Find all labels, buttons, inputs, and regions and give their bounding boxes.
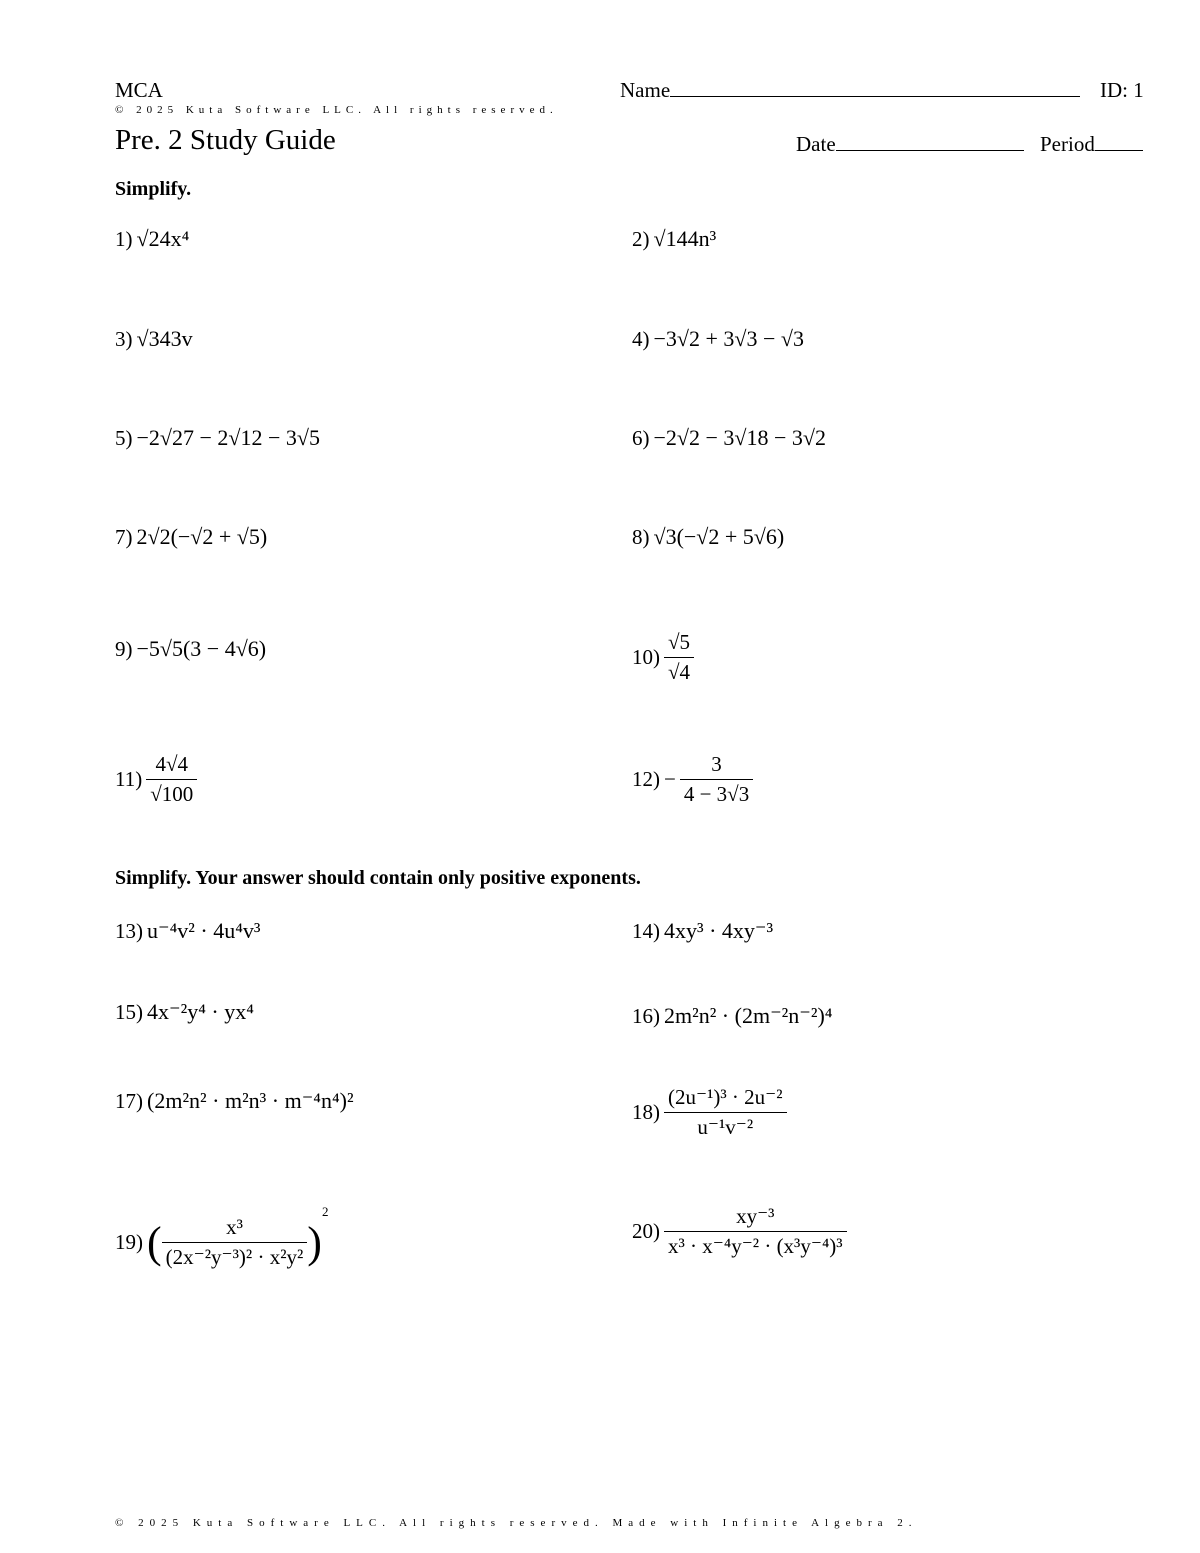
id-label: ID: 1	[1100, 78, 1144, 102]
date-line	[836, 132, 1024, 151]
problem-14: 14) 4xy³ · 4xy⁻³	[632, 918, 774, 943]
problem-20-denominator: x³ · x⁻⁴y⁻² · (x³y⁻⁴)³	[664, 1231, 847, 1259]
problem-19-denominator: (2x⁻²y⁻³)² · x²y²	[162, 1242, 308, 1270]
problem-11-fraction	[146, 752, 197, 807]
problem-19-fraction	[162, 1215, 308, 1270]
name-line	[670, 78, 1080, 97]
copyright-header: © 2025 Kuta Software LLC. All rights reserved.	[115, 104, 558, 116]
problem-7-expression: 2√2(−√2 + √5)	[136, 524, 268, 549]
problem-20-fraction	[664, 1204, 847, 1259]
problem-10-denominator: √4	[664, 657, 694, 685]
problem-11-numerator: 4√4	[155, 752, 188, 776]
problem-20: 20) $\frac{\text{xy⁻³}}{\text{x³ · x⁻⁴y⁻² · (x³y⁻⁴)³}}$	[632, 1204, 847, 1259]
date-field[interactable]	[796, 132, 1024, 157]
problem-18: 18) $\frac{\text{(2u⁻¹)³ · 2u⁻²}}{\text{u⁻¹v⁻²}}$	[632, 1085, 787, 1140]
problem-10-fraction	[664, 630, 694, 685]
problem-16-expression: 2m²n² · (2m⁻²n⁻²)⁴	[664, 1003, 833, 1028]
problem-15-expression: 4x⁻²y⁴ · yx⁴	[147, 999, 254, 1024]
problem-1: 1) √24x⁴	[115, 226, 190, 251]
problem-6: 6) −2√2 − 3√18 − 3√2	[632, 425, 826, 450]
problem-12-sign: −	[664, 767, 676, 791]
problem-9-expression: −5√5(3 − 4√6)	[136, 636, 267, 661]
problem-2-expression: √144n³	[653, 226, 717, 251]
problem-13-expression: u⁻⁴v² · 4u⁴v³	[147, 918, 261, 943]
problem-11: 11) $\frac{4√4}{√100}$	[115, 752, 197, 807]
problem-4-expression: −3√2 + 3√3 − √3	[653, 326, 804, 351]
problem-7: 7) 2√2(−√2 + √5)	[115, 524, 268, 549]
page-title: Pre. 2 Study Guide	[115, 124, 336, 156]
problem-10-numerator: √5	[668, 630, 691, 654]
problem-12-fraction	[680, 752, 753, 807]
problem-4: 4) −3√2 + 3√3 − √3	[632, 326, 804, 351]
problem-14-expression: 4xy³ · 4xy⁻³	[664, 918, 774, 943]
section2-instruction: Simplify. Your answer should contain only positive exponents.	[115, 867, 641, 889]
problem-2: 2) √144n³	[632, 226, 717, 251]
problem-3: 3) √343v	[115, 326, 193, 351]
problem-11-denominator: √100	[146, 779, 197, 807]
problem-19-open-paren: (	[147, 1217, 162, 1267]
problem-20-numerator: xy⁻³	[736, 1204, 775, 1228]
problem-18-fraction	[664, 1085, 787, 1140]
problem-15: 15) 4x⁻²y⁴ · yx⁴	[115, 999, 254, 1024]
problem-18-denominator: u⁻¹v⁻²	[664, 1112, 787, 1140]
name-field[interactable]	[620, 78, 1080, 103]
problem-18-numerator: (2u⁻¹)³ · 2u⁻²	[668, 1085, 783, 1109]
period-field[interactable]	[1040, 132, 1143, 157]
problem-12-denominator: 4 − 3√3	[680, 779, 753, 807]
date-label: Date	[796, 132, 836, 156]
problem-9: 9) −5√5(3 − 4√6)	[115, 636, 267, 661]
problem-8: 8) √3(−√2 + 5√6)	[632, 524, 785, 549]
section1-instruction: Simplify.	[115, 178, 192, 200]
problem-3-expression: √343v	[136, 326, 193, 351]
problem-17: 17) (2m²n² · m²n³ · m⁻⁴n⁴)²	[115, 1088, 354, 1113]
school-name: MCA	[115, 78, 163, 102]
name-label: Name	[620, 78, 671, 102]
problem-6-expression: −2√2 − 3√18 − 3√2	[653, 425, 826, 450]
problem-5: 5) −2√27 − 2√12 − 3√5	[115, 425, 320, 450]
problem-13: 13) u⁻⁴v² · 4u⁴v³	[115, 918, 261, 943]
problem-17-expression: (2m²n² · m²n³ · m⁻⁴n⁴)²	[147, 1088, 354, 1113]
problem-19-numerator: x³	[226, 1214, 243, 1239]
period-label: Period	[1040, 132, 1095, 156]
problem-10: 10) $\frac{√5}{√4}$	[632, 630, 694, 685]
period-line	[1095, 132, 1143, 151]
problem-12: 12) − $\frac{3}{4 - 3√3}$	[632, 752, 753, 807]
problem-1-expression: √24x⁴	[136, 226, 190, 251]
footer-copyright: © 2025 Kuta Software LLC. All rights reserved. Made with Infinite Algebra 2.	[115, 1517, 918, 1529]
problem-8-expression: √3(−√2 + 5√6)	[653, 524, 785, 549]
problem-19: 19) ( $\frac{\text{x³}}{\text{(2x⁻²y⁻³)² · x²y²}}$ )$^2$	[115, 1204, 329, 1269]
problem-16: 16) 2m²n² · (2m⁻²n⁻²)⁴	[632, 1003, 833, 1028]
problem-19-outer-exponent: 2	[321, 1204, 329, 1219]
problem-12-numerator: 3	[711, 752, 722, 776]
problem-19-close-paren: )	[307, 1217, 322, 1267]
problem-5-expression: −2√27 − 2√12 − 3√5	[136, 425, 320, 450]
